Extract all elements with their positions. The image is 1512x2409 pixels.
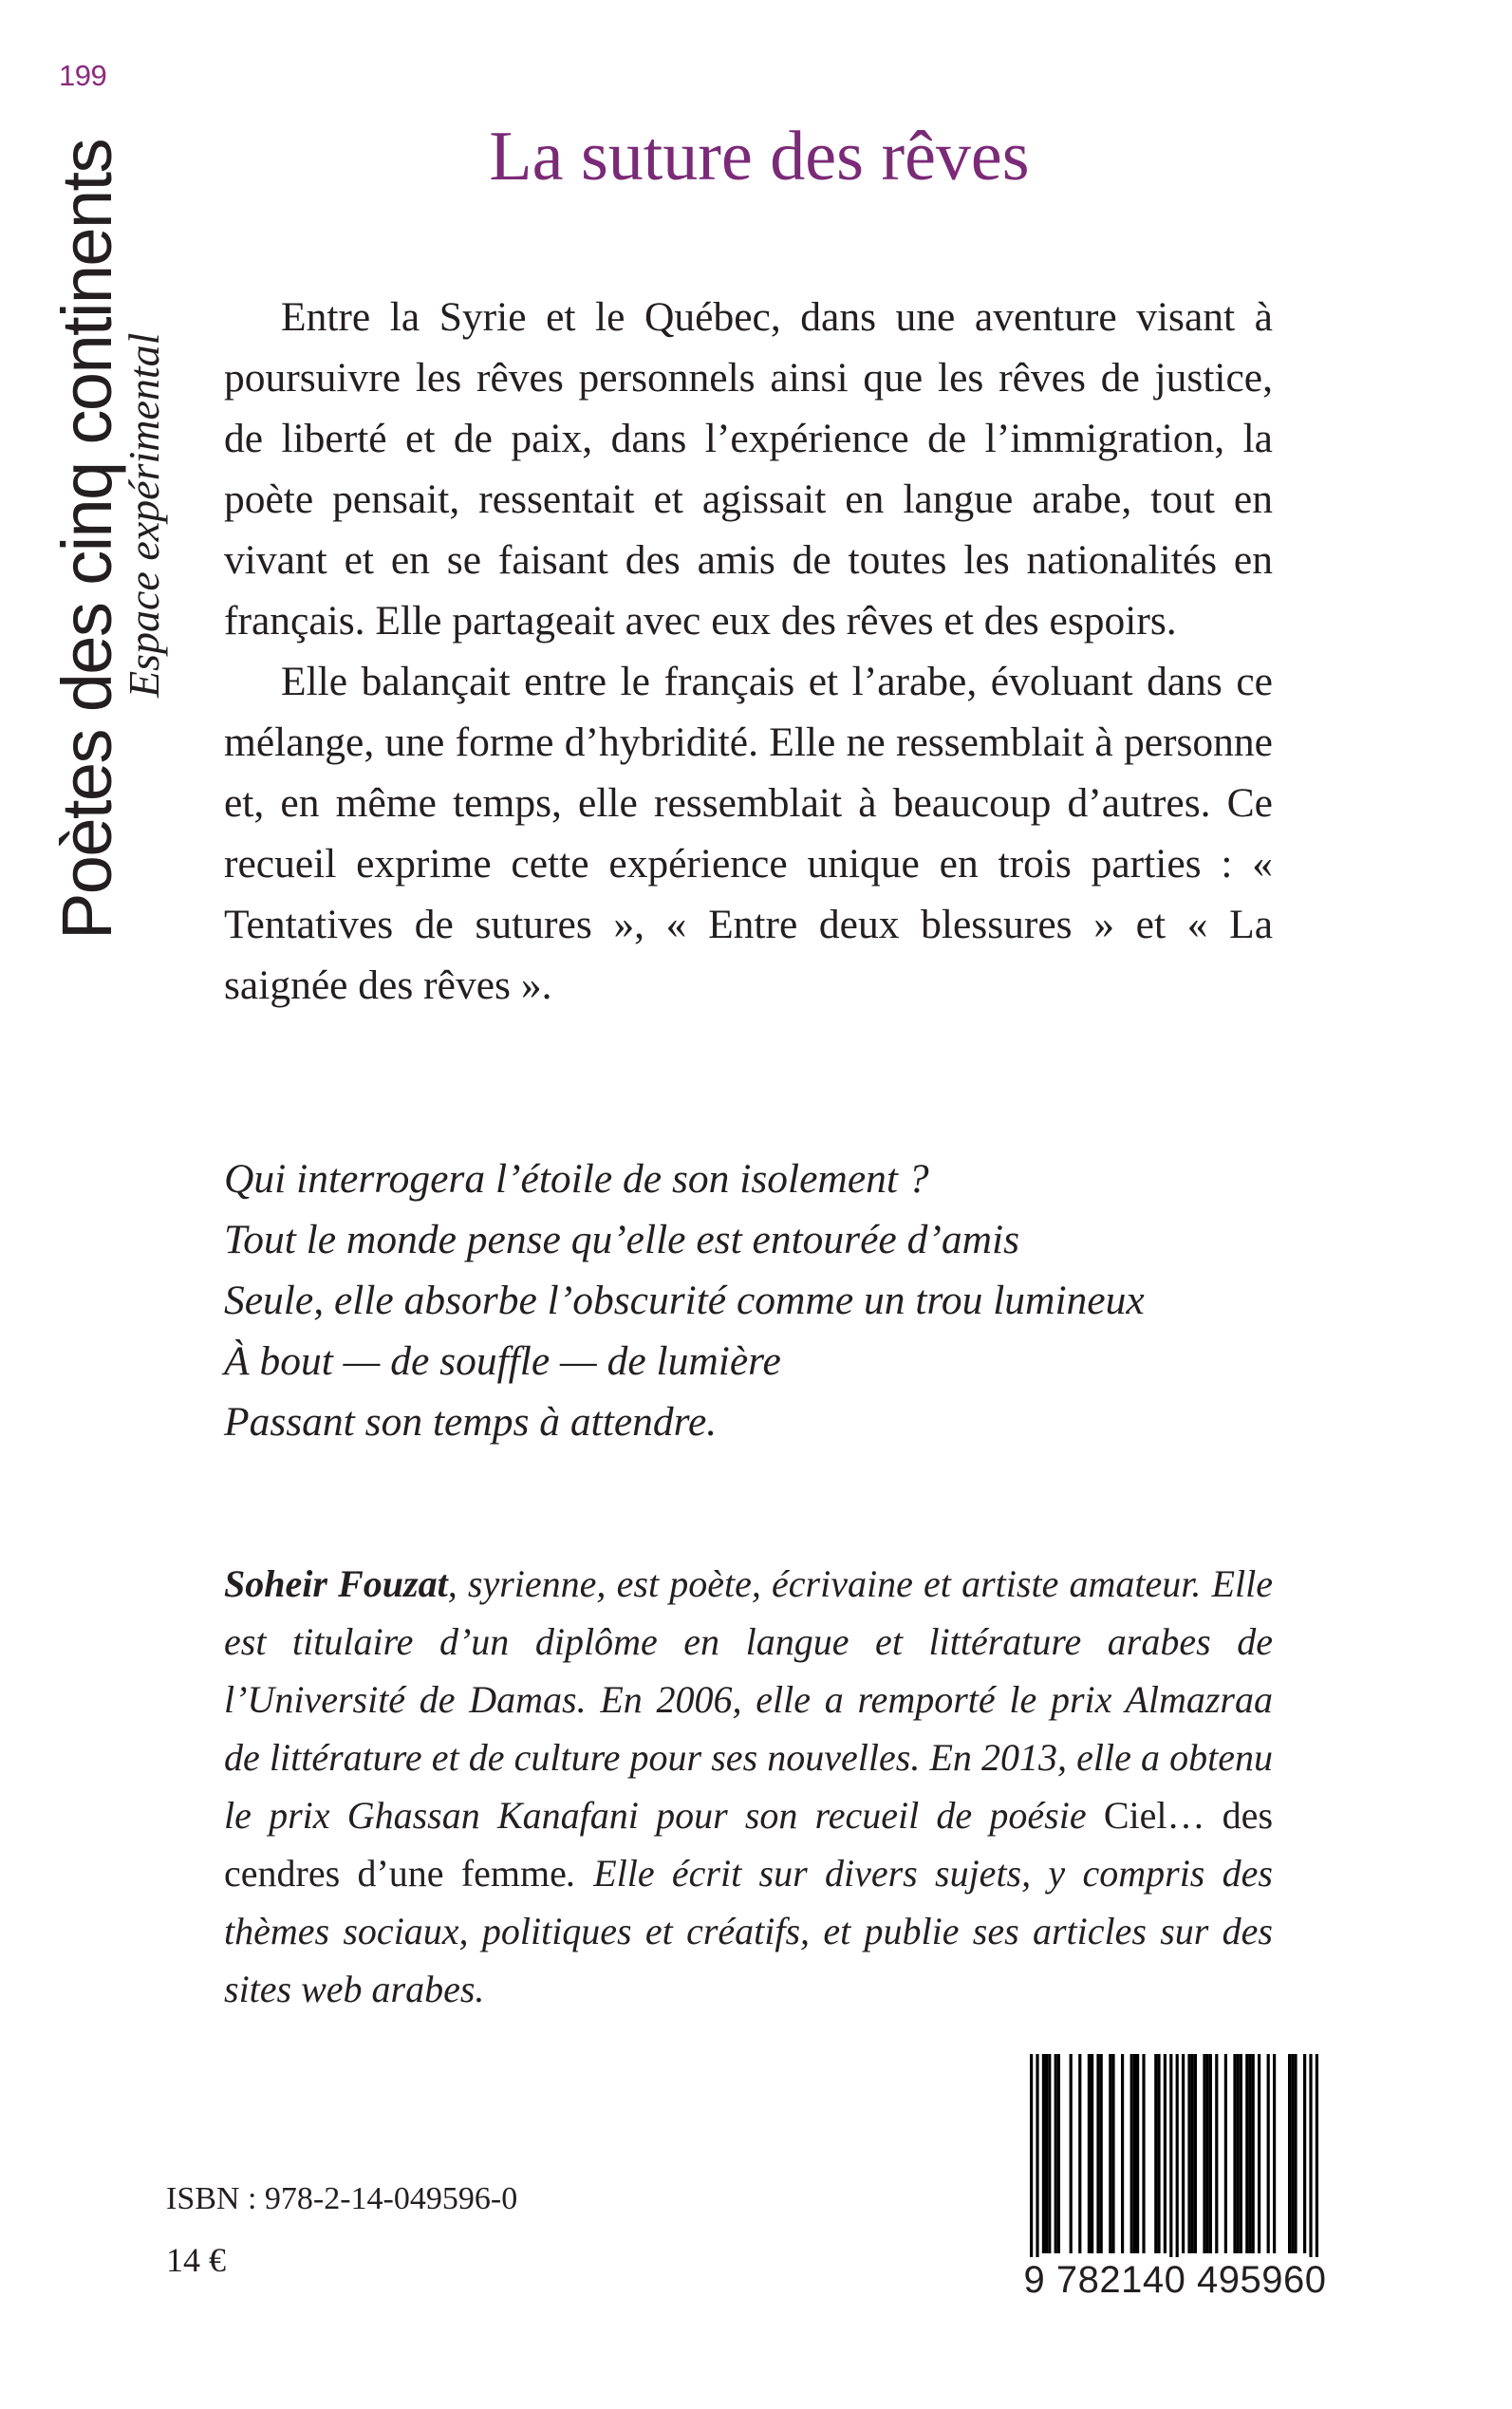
price: 14 €	[166, 2241, 226, 2279]
barcode-bar	[1030, 2054, 1033, 2272]
barcode-bar	[1130, 2054, 1133, 2253]
barcode-bar	[1248, 2054, 1251, 2253]
barcode-bar	[1191, 2054, 1194, 2253]
barcode-bar	[1078, 2054, 1081, 2253]
poem-line: Seule, elle absorbe l’obscurité comme un trou lumineux	[224, 1278, 1145, 1323]
summary	[224, 287, 1273, 1016]
collection-spine	[47, 140, 182, 940]
barcode-bar	[1121, 2054, 1124, 2253]
barcode-digits: 9 782140 495960	[1014, 2257, 1336, 2303]
barcode-bar	[1133, 2054, 1136, 2253]
poem-line: À bout — de souffle — de lumière	[224, 1338, 781, 1384]
author-name: Soheir Fouzat	[224, 1562, 448, 1605]
bio-text: , syrienne, est poète, écrivaine et artiste amateur. Elle est titulaire d’un diplôme en langue et littérature arabes de l’Université de Damas. En 2006, elle a remporté le prix Almazraa de littérature et de culture pour ses nouvelles. En 2013, elle a obtenu le prix Ghassan Kanafani pour son recueil de poésie	[224, 1562, 1274, 1837]
poem-excerpt	[224, 1148, 1273, 1452]
bio-text: . Elle écrit sur divers sujets, y compris des thèmes sociaux, politiques et créatifs, et publie ses articles sur des sites web arabes.	[224, 1852, 1273, 2010]
bio-book-title: Ciel… des cendres d’une femme	[224, 1794, 1274, 1895]
isbn: ISBN : 978-2-14-049596-0	[166, 2181, 518, 2216]
barcode-bar	[1182, 2054, 1185, 2253]
summary-paragraph: Entre la Syrie et le Québec, dans une aventure visant à poursuivre les rêves personnels ainsi que les rêves de justice, de liberté et de paix, dans l’expérience de l’immigration, la poète pensait, ressentait et agissait en langue arabe, tout en vivant et en se faisant des amis de toutes les nationalités en français. Elle partageait avec eux des rêves et des espoirs.	[224, 294, 1273, 644]
subseries-name: Espace expérimental	[120, 332, 168, 698]
barcode-bar	[1252, 2054, 1255, 2253]
barcode-bar	[1203, 2054, 1205, 2253]
barcode-bar	[1194, 2054, 1197, 2253]
barcode-bar	[1294, 2054, 1297, 2253]
barcode-bar	[1070, 2054, 1073, 2253]
barcode-bar	[1057, 2054, 1060, 2253]
barcode-bar	[1245, 2054, 1248, 2253]
barcode-bar	[1240, 2054, 1242, 2253]
barcode-bar	[1109, 2054, 1111, 2253]
series-name: Poètes des cinq continents	[47, 140, 126, 940]
book-title: La suture des rêves	[489, 118, 1030, 196]
poem-line: Passant son temps à attendre.	[224, 1399, 718, 1445]
author-bio	[224, 1555, 1273, 2018]
barcode-bar	[1187, 2054, 1190, 2253]
barcode-bar	[1136, 2054, 1139, 2253]
barcode-bar	[1169, 2054, 1172, 2272]
barcode-bar	[1055, 2054, 1057, 2253]
barcode-bar	[1237, 2054, 1240, 2253]
barcode-bar	[1088, 2054, 1091, 2253]
poem-line: Qui interrogera l’étoile de son isolement ?	[224, 1156, 929, 1202]
barcode-bar	[1303, 2054, 1306, 2253]
barcode-bar	[1273, 2054, 1276, 2253]
barcode-bar	[1215, 2054, 1218, 2253]
barcode-bar	[1091, 2054, 1093, 2253]
barcode-bar	[1176, 2054, 1179, 2272]
barcode-bar	[1164, 2054, 1167, 2253]
barcode-bar	[1267, 2054, 1270, 2253]
barcode-bar	[1100, 2054, 1103, 2253]
barcode-bar	[1142, 2054, 1145, 2253]
barcode-bar	[1206, 2054, 1209, 2253]
barcode-bar	[1096, 2054, 1099, 2253]
barcode-bar	[1045, 2054, 1048, 2253]
collection-number: 199	[59, 59, 107, 92]
barcode-bar	[1209, 2054, 1212, 2253]
poem-line: Tout le monde pense qu’elle est entourée d’amis	[224, 1217, 1020, 1262]
barcode-bar	[1042, 2054, 1045, 2253]
barcode-bar	[1288, 2054, 1291, 2253]
barcode-bar	[1154, 2054, 1157, 2253]
barcode-bar	[1291, 2054, 1294, 2253]
barcode-bar	[1048, 2054, 1051, 2253]
barcode-bar	[1157, 2054, 1160, 2253]
barcode-bar	[1258, 2054, 1260, 2253]
barcode-bar	[1111, 2054, 1114, 2253]
barcode-bar	[1036, 2054, 1038, 2272]
barcode-bar	[1233, 2054, 1236, 2253]
barcode-bar	[1309, 2054, 1312, 2272]
barcode-bar	[1224, 2054, 1227, 2253]
barcode-bar	[1316, 2054, 1318, 2272]
summary-paragraph: Elle balançait entre le français et l’arabe, évoluant dans ce mélange, une forme d’hybridité. Elle ne ressemblait à personne et, en même temps, elle ressemblait à beaucoup d’autres. Ce recueil exprime cette expérience unique en trois parties : « Tentatives de sutures », « Entre deux blessures » et « La saignée des rêves ».	[224, 659, 1273, 1008]
